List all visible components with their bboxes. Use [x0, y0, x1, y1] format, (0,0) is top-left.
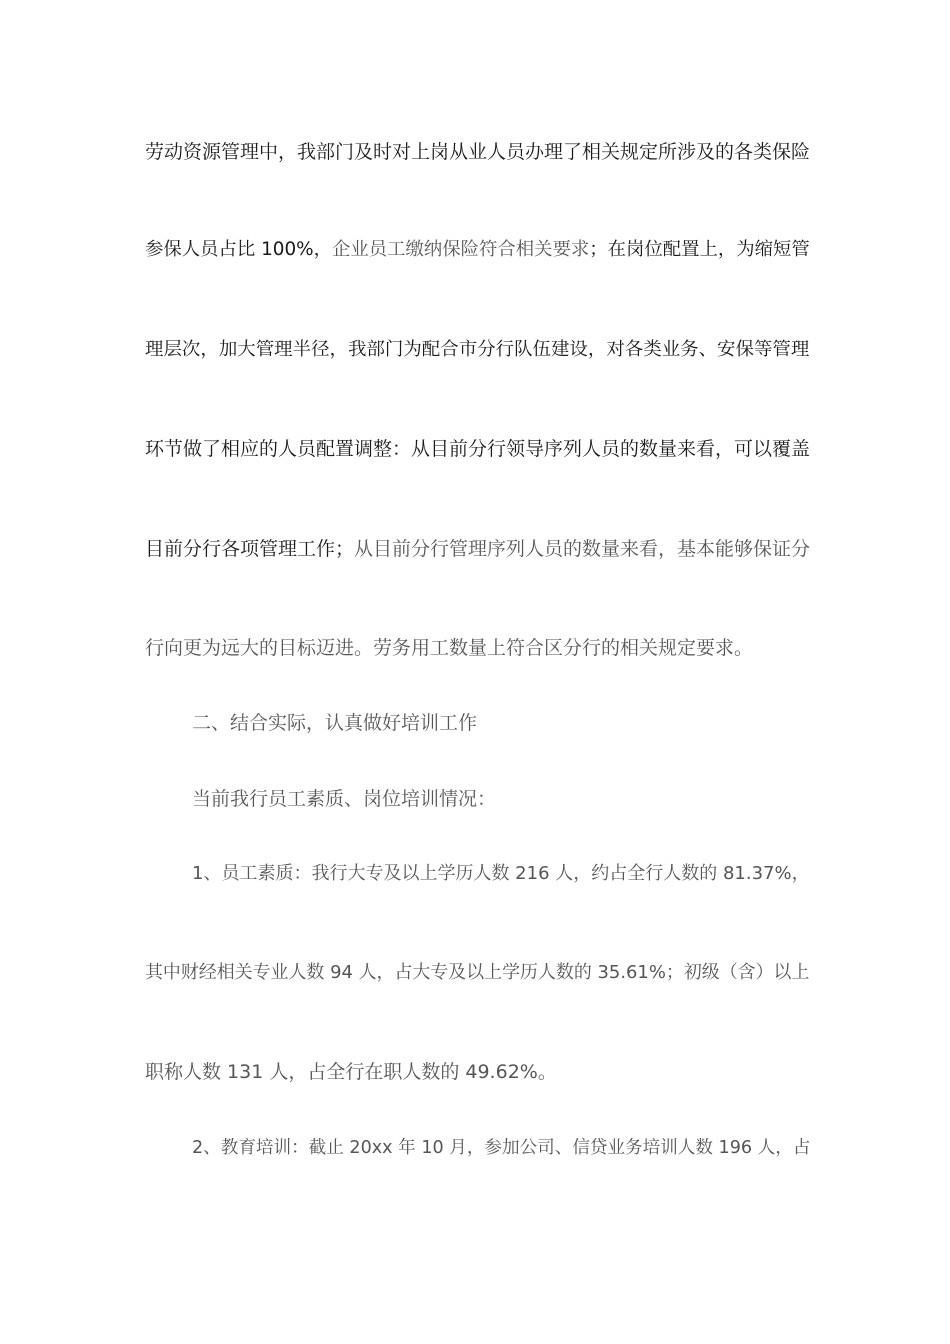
paragraph-4-line-1: 2、教育培训：截止 20xx 年 10 月，参加公司、信贷业务培训人数 196 人，占 — [192, 1138, 811, 1158]
paragraph-1-line-2-part-b: 企业员工缴纳保险符合相关要求 — [332, 239, 590, 260]
paragraph-1-line-5-part-a: 目前分行各项管理工作； — [145, 538, 355, 560]
paragraph-1-line-5 — [145, 537, 810, 561]
paragraph-1-line-2-part-a: 参保人员占比 100%， — [145, 239, 332, 260]
paragraph-1-line-1: 劳动资源管理中，我部门及时对上岗从业人员办理了相关规定所涉及的各类保险 — [145, 141, 811, 163]
paragraph-1-line-5-part-b: 从目前分行管理序列人员的数量来看，基本能够保证分 — [354, 538, 811, 560]
section-heading-2: 二、结合实际，认真做好培训工作 — [192, 712, 478, 734]
paragraph-3-line-3: 职称人数 131 人，占全行在职人数的 49.62%。 — [145, 1061, 557, 1083]
paragraph-1-line-4: 环节做了相应的人员配置调整：从目前分行领导序列人员的数量来看，可以覆盖 — [145, 438, 811, 460]
paragraph-3-line-1: 1、员工素质：我行大专及以上学历人数 216 人，约占全行人数的 81.37%， — [192, 863, 810, 884]
paragraph-3-line-2: 其中财经相关专业人数 94 人，占大专及以上学历人数的 35.61%；初级（含）以上 — [145, 962, 810, 983]
paragraph-1-line-2 — [145, 238, 810, 262]
paragraph-1-line-3: 理层次，加大管理半径，我部门为配合市分行队伍建设，对各类业务、安保等管理 — [145, 339, 810, 360]
paragraph-1-line-6: 行向更为远大的目标迈进。劳务用工数量上符合区分行的相关规定要求。 — [145, 637, 754, 659]
training-intro: 当前我行员工素质、岗位培训情况： — [192, 788, 497, 810]
paragraph-1-line-2-part-c: ；在岗位配置上，为缩短管 — [589, 239, 810, 260]
